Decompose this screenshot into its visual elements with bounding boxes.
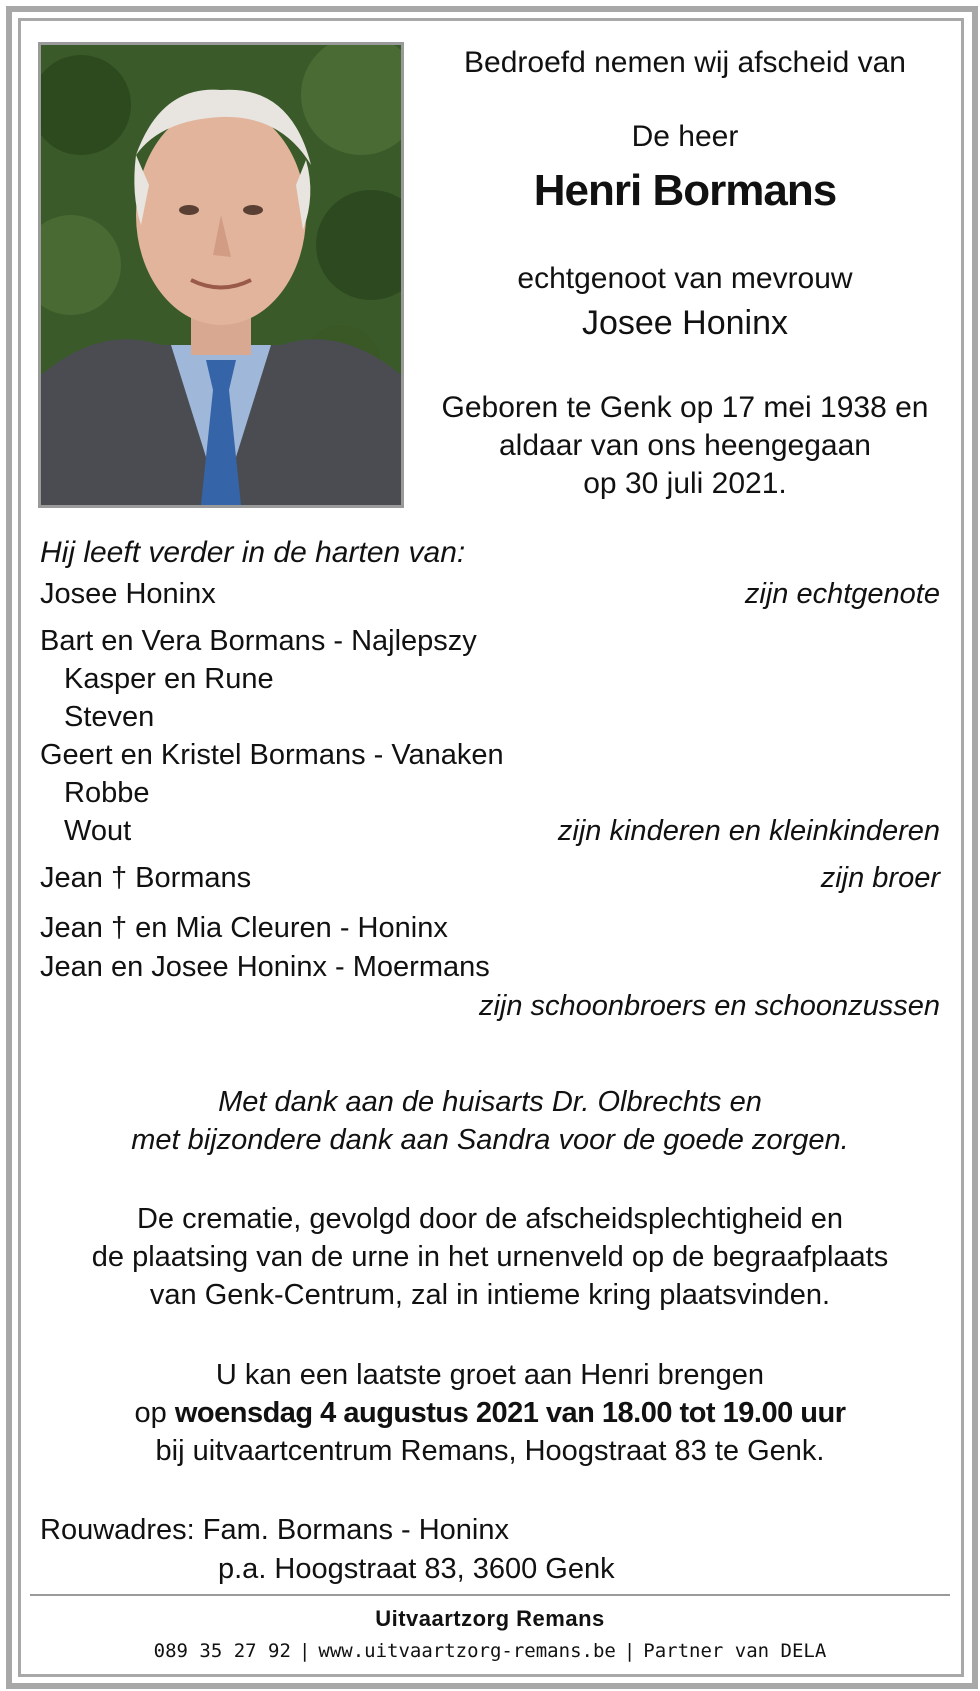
deceased-name: Henri Bormans [533,166,837,215]
family-row-inlaw [40,912,940,945]
spouse-intro: echtgenoot van mevrouw [517,262,853,295]
family-row-child [40,739,940,772]
partner-text: Partner van DELA [643,1640,827,1662]
family-row-grandchild [40,777,940,810]
address-line: p.a. Hoogstraat 83, 3600 Genk [218,1553,615,1585]
family-role: zijn schoonbroers en schoonzussen [478,990,940,1022]
family-name: Wout [64,815,132,847]
family-name: Jean † en Mia Cleuren - Honinx [40,912,448,944]
portrait-photo [38,42,404,508]
death-date-line: op 30 juli 2021. [583,467,787,500]
family-name: Jean en Josee Honinx - Moermans [40,951,490,983]
honorific: De heer [631,120,739,153]
family-name: Steven [64,701,155,733]
family-row-child [40,625,940,658]
family-role: zijn broer [820,862,940,894]
family-row-grandchild [40,663,940,696]
funeral-company-name: Uitvaartzorg Remans [375,1606,605,1631]
phone-number: 089 35 27 92 [153,1640,291,1662]
visitation-date: woensdag 4 augustus 2021 van 18.00 tot 19.00 uur [174,1397,846,1429]
thanks-line: met bijzondere dank aan Sandra voor de goede zorgen. [131,1124,849,1156]
footer-contact [30,1640,950,1662]
birth-line: Geboren te Genk op 17 mei 1938 en [441,391,929,424]
hearts-heading: Hij leeft verder in de harten van: [40,536,466,569]
address-line: Rouwadres: Fam. Bormans - Honinx [40,1514,509,1546]
visitation-line: U kan een laatste groet aan Henri brengen [215,1359,765,1391]
thanks-line: Met dank aan de huisarts Dr. Olbrechts en [218,1086,762,1118]
website-link[interactable]: www.uitvaartzorg-remans.be [318,1640,616,1662]
cremation-line: de plaatsing van de urne in het urnenveld op de begraafplaats [91,1241,889,1273]
visitation-datetime [30,1394,950,1432]
family-role: zijn echtgenote [744,578,940,610]
family-name: Robbe [64,777,150,809]
family-role: zijn kinderen en kleinkinderen [557,815,940,847]
intro-text: Bedroefd nemen wij afscheid van [464,46,906,79]
visitation-prefix: op [134,1397,175,1429]
footer-divider [30,1594,950,1596]
separator: | [298,1640,311,1662]
cremation-line: De crematie, gevolgd door de afscheidsplechtigheid en [136,1203,844,1235]
family-name: Kasper en Rune [64,663,274,695]
family-row-inlaw [40,951,940,984]
family-name: Jean † Bormans [40,862,252,894]
mourning-address [40,1511,615,1589]
visitation-location: bij uitvaartcentrum Remans, Hoogstraat 83 te Genk. [155,1435,825,1467]
family-name: Geert en Kristel Bormans - Vanaken [40,739,504,771]
cremation-text [30,1200,950,1314]
visitation-text [30,1356,950,1470]
cremation-line: van Genk-Centrum, zal in intieme kring plaatsvinden. [149,1279,831,1311]
separator: | [623,1640,636,1662]
thanks-text [30,1083,950,1159]
family-row-grandchild [40,701,940,734]
spouse-name: Josee Honinx [581,304,788,342]
family-name: Bart en Vera Bormans - Najlepszy [40,625,477,657]
family-name: Josee Honinx [40,578,216,610]
birth-death-info [420,389,950,503]
passing-line: aldaar van ons heengegaan [499,429,871,462]
family-row-grandchild [40,815,940,848]
family-row-spouse [40,578,940,611]
family-row-brother [40,862,940,895]
